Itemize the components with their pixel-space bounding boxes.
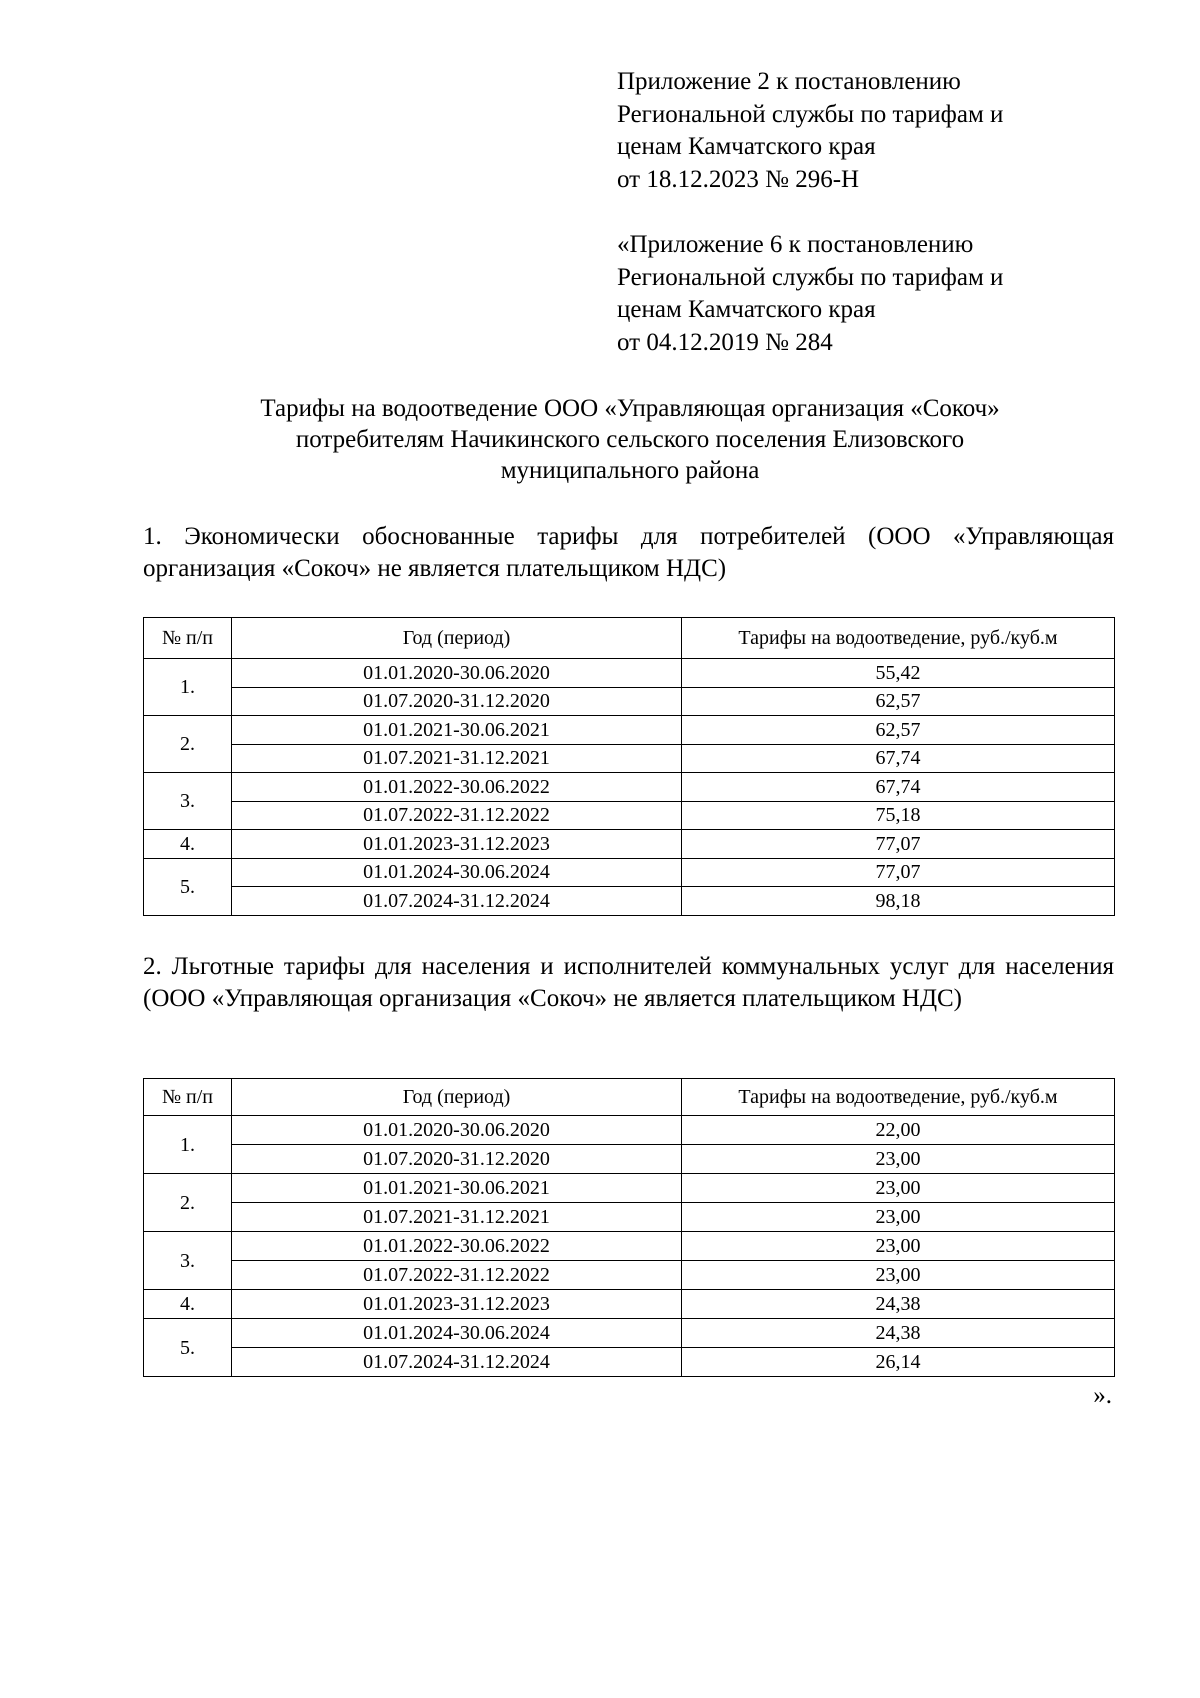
appendix-line: от 18.12.2023 № 296-Н xyxy=(617,165,860,193)
table-row xyxy=(144,801,1115,830)
appendix-line: от 04.12.2019 № 284 xyxy=(617,328,833,356)
column-header-period: Год (период) xyxy=(232,618,682,659)
period-cell: 01.07.2024-31.12.2024 xyxy=(232,1348,682,1377)
period-cell: 01.01.2022-30.06.2022 xyxy=(232,1232,682,1261)
table-row xyxy=(144,1290,1115,1319)
table-row xyxy=(144,1232,1115,1261)
period-cell: 01.07.2021-31.12.2021 xyxy=(232,1203,682,1232)
tariff-cell: 67,74 xyxy=(682,773,1115,802)
period-cell: 01.07.2020-31.12.2020 xyxy=(232,687,682,716)
tariff-cell: 98,18 xyxy=(682,887,1115,916)
table-row xyxy=(144,1145,1115,1174)
section-2-heading: 2. Льготные тарифы для населения и исполнителей коммунальных услуг для населения (ООО «Управляющая организация «Сокоч» не является плательщиком НДС) xyxy=(143,953,1114,1012)
period-cell: 01.07.2022-31.12.2022 xyxy=(232,801,682,830)
period-cell: 01.01.2020-30.06.2020 xyxy=(232,1116,682,1145)
row-number: 3. xyxy=(144,1232,232,1290)
period-cell: 01.01.2020-30.06.2020 xyxy=(232,659,682,688)
row-number: 1. xyxy=(144,1116,232,1174)
column-header-number: № п/п xyxy=(144,618,232,659)
table-row xyxy=(144,1348,1115,1377)
table-header-row xyxy=(144,1079,1115,1116)
period-cell: 01.01.2024-30.06.2024 xyxy=(232,858,682,887)
tariff-cell: 23,00 xyxy=(682,1174,1115,1203)
appendix-line: Региональной службы по тарифам и xyxy=(617,263,1004,291)
document-title xyxy=(130,393,1130,486)
table-row xyxy=(144,1174,1115,1203)
row-number: 4. xyxy=(144,1290,232,1319)
appendix-line: Приложение 2 к постановлению xyxy=(617,68,961,95)
tariff-cell: 77,07 xyxy=(682,830,1115,859)
tariff-cell: 23,00 xyxy=(682,1261,1115,1290)
period-cell: 01.07.2021-31.12.2021 xyxy=(232,744,682,773)
appendix-line: ценам Камчатского края xyxy=(617,296,876,323)
title-line: муниципального района xyxy=(500,457,760,484)
table-row xyxy=(144,659,1115,688)
row-number: 5. xyxy=(144,1319,232,1377)
title-line: потребителям Начикинского сельского поселения Елизовского xyxy=(295,426,965,453)
tariff-cell: 23,00 xyxy=(682,1232,1115,1261)
title-line: Тарифы на водоотведение ООО «Управляющая организация «Сокоч» xyxy=(260,395,1000,422)
table-row xyxy=(144,773,1115,802)
table-row xyxy=(144,716,1115,745)
tariff-cell: 24,38 xyxy=(682,1290,1115,1319)
appendix-line: Региональной службы по тарифам и xyxy=(617,100,1004,128)
column-header-number: № п/п xyxy=(144,1079,232,1116)
row-number: 1. xyxy=(144,659,232,716)
tariff-cell: 75,18 xyxy=(682,801,1115,830)
closing-quote-mark: ». xyxy=(1093,1382,1112,1409)
column-header-tariff: Тарифы на водоотведение, руб./куб.м xyxy=(682,1079,1115,1116)
table-row xyxy=(144,687,1115,716)
period-cell: 01.01.2021-30.06.2021 xyxy=(232,1174,682,1203)
tariff-cell: 23,00 xyxy=(682,1203,1115,1232)
period-cell: 01.01.2022-30.06.2022 xyxy=(232,773,682,802)
period-cell: 01.07.2020-31.12.2020 xyxy=(232,1145,682,1174)
tariff-cell: 22,00 xyxy=(682,1116,1115,1145)
table-header-row xyxy=(144,618,1115,659)
period-cell: 01.01.2024-30.06.2024 xyxy=(232,1319,682,1348)
table-row xyxy=(144,1319,1115,1348)
row-number: 2. xyxy=(144,1174,232,1232)
row-number: 2. xyxy=(144,716,232,773)
appendix-reference-current xyxy=(617,66,1003,196)
column-header-period: Год (период) xyxy=(232,1079,682,1116)
tariff-cell: 62,57 xyxy=(682,687,1115,716)
period-cell: 01.01.2021-30.06.2021 xyxy=(232,716,682,745)
tariff-cell: 24,38 xyxy=(682,1319,1115,1348)
table-row xyxy=(144,1203,1115,1232)
period-cell: 01.07.2024-31.12.2024 xyxy=(232,887,682,916)
table-row xyxy=(144,1116,1115,1145)
row-number: 5. xyxy=(144,858,232,915)
appendix-line: «Приложение 6 к постановлению xyxy=(617,231,974,258)
tariff-cell: 67,74 xyxy=(682,744,1115,773)
tariff-cell: 55,42 xyxy=(682,659,1115,688)
tariff-cell: 62,57 xyxy=(682,716,1115,745)
tariff-cell: 77,07 xyxy=(682,858,1115,887)
section-1-heading: 1. Экономически обоснованные тарифы для потребителей (ООО «Управляющая организация «Сокоч» не является плательщиком НДС) xyxy=(143,523,1114,582)
tariff-table-economic xyxy=(143,617,1115,916)
table-row xyxy=(144,887,1115,916)
period-cell: 01.07.2022-31.12.2022 xyxy=(232,1261,682,1290)
period-cell: 01.01.2023-31.12.2023 xyxy=(232,1290,682,1319)
column-header-tariff: Тарифы на водоотведение, руб./куб.м xyxy=(682,618,1115,659)
row-number: 3. xyxy=(144,773,232,830)
appendix-line: ценам Камчатского края xyxy=(617,133,876,160)
table-row xyxy=(144,830,1115,859)
tariff-cell: 23,00 xyxy=(682,1145,1115,1174)
row-number: 4. xyxy=(144,830,232,859)
table-row xyxy=(144,1261,1115,1290)
table-row xyxy=(144,858,1115,887)
table-row xyxy=(144,744,1115,773)
tariff-cell: 26,14 xyxy=(682,1348,1115,1377)
tariff-table-preferential xyxy=(143,1078,1115,1377)
appendix-reference-amended xyxy=(617,229,1003,359)
period-cell: 01.01.2023-31.12.2023 xyxy=(232,830,682,859)
